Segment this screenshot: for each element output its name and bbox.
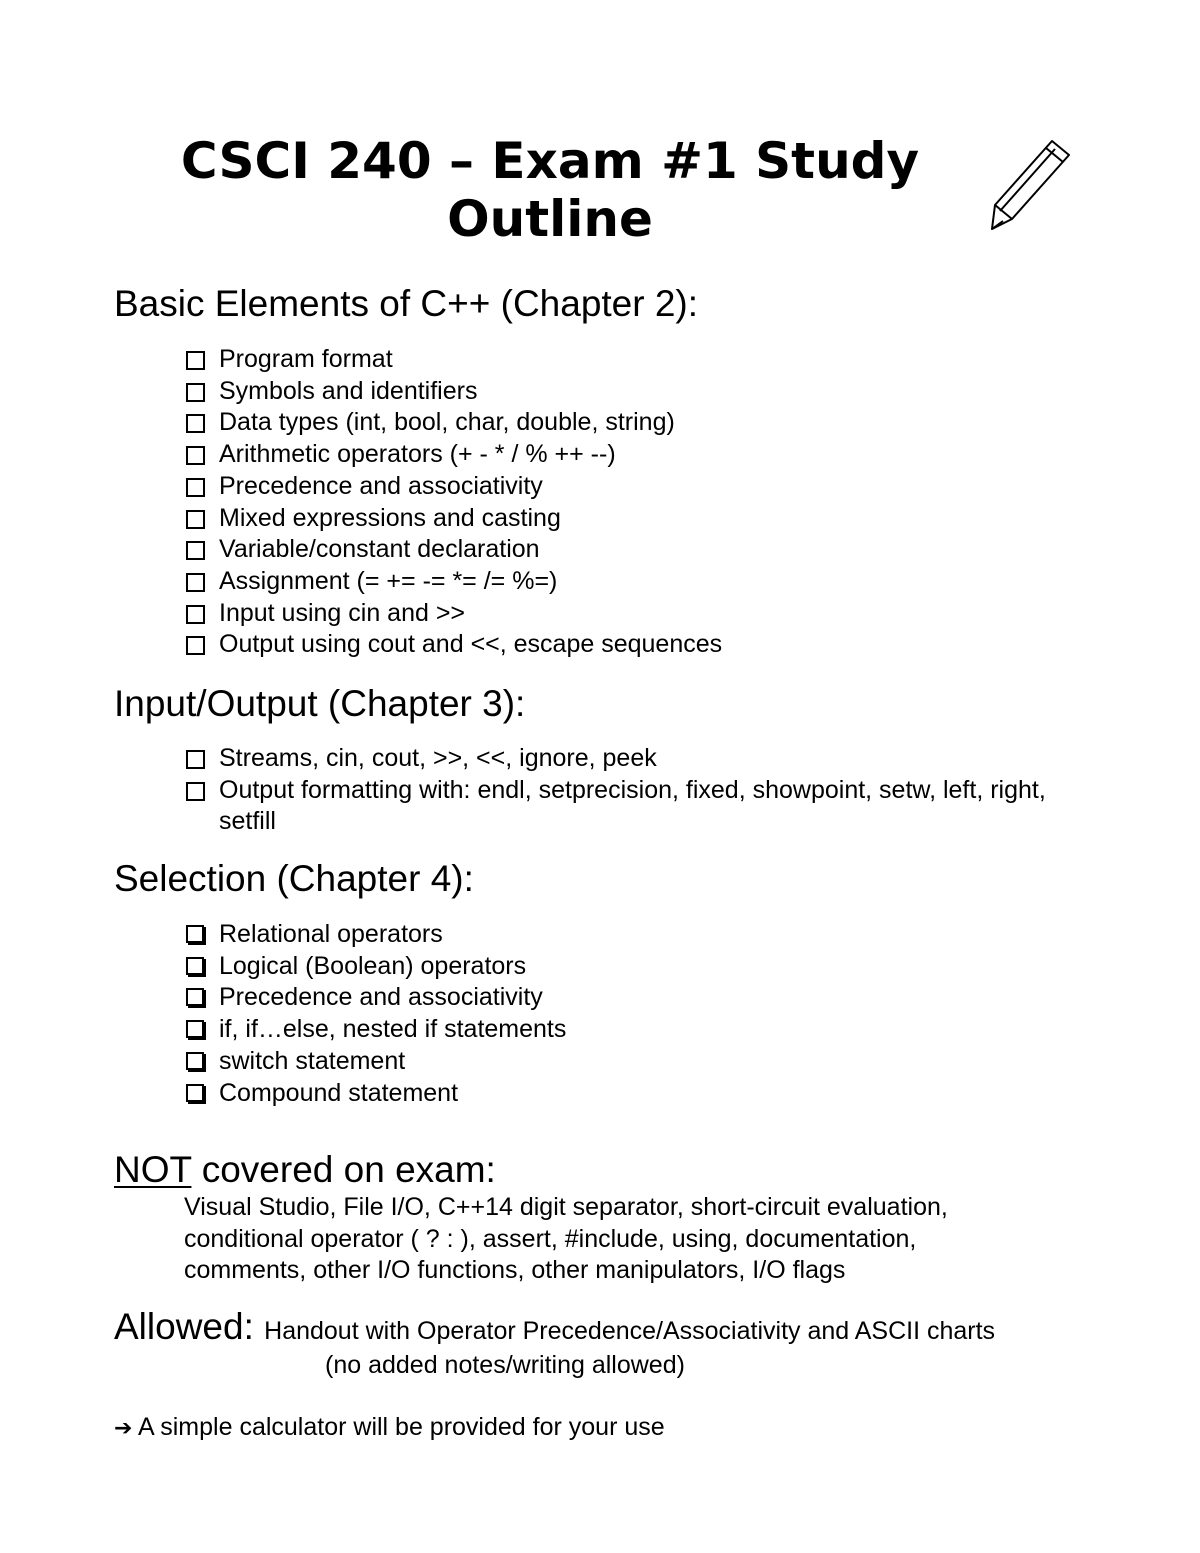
- allowed-heading: Allowed:: [114, 1306, 254, 1347]
- checkbox-icon: [186, 1052, 204, 1070]
- section-heading-basic: Basic Elements of C++ (Chapter 2):: [114, 283, 699, 324]
- checkbox-icon: [186, 750, 205, 769]
- checkbox-icon: [186, 573, 205, 592]
- checklist-item: if, if…else, nested if statements: [186, 1014, 566, 1046]
- not-underlined: NOT: [114, 1149, 192, 1190]
- checklist-item: switch statement: [186, 1046, 566, 1078]
- checkbox-icon: [186, 510, 205, 529]
- checkbox-icon: [186, 383, 205, 402]
- checklist-item: Logical (Boolean) operators: [186, 951, 566, 983]
- checkbox-icon: [186, 351, 205, 370]
- section-heading-not-covered: NOT covered on exam:: [114, 1149, 496, 1190]
- calculator-line: [114, 1412, 665, 1445]
- checklist-selection: [186, 919, 566, 1109]
- checklist-item: Compound statement: [186, 1078, 566, 1110]
- calculator-text: A simple calculator will be provided for your use: [138, 1413, 665, 1441]
- checklist-item: Data types (int, bool, char, double, string): [186, 407, 722, 439]
- allowed-note: (no added notes/writing allowed): [325, 1351, 685, 1379]
- checkbox-icon: [186, 414, 205, 433]
- checklist-item: Symbols and identifiers: [186, 376, 722, 408]
- checkbox-icon: [186, 957, 204, 975]
- checklist-item: Output formatting with: endl, setprecision, fixed, showpoint, setw, left, right, setfill: [186, 775, 1086, 838]
- checklist-item: Streams, cin, cout, >>, <<, ignore, peek: [186, 743, 1086, 775]
- checkbox-icon: [186, 446, 205, 465]
- checkbox-icon: [186, 478, 205, 497]
- arrow-icon: ➔: [114, 1416, 133, 1441]
- checkbox-icon: [186, 605, 205, 624]
- checklist-item: Program format: [186, 344, 722, 376]
- checklist-basic: [186, 344, 722, 661]
- allowed-text: Handout with Operator Precedence/Associativity and ASCII charts: [264, 1317, 996, 1345]
- page-title: CSCI 240 – Exam #1 Study Outline: [180, 132, 920, 248]
- checklist-item: Assignment (= += -= *= /= %=): [186, 566, 722, 598]
- checklist-item: Variable/constant declaration: [186, 534, 722, 566]
- checklist-item: Output using cout and <<, escape sequences: [186, 629, 722, 661]
- checkbox-icon: [186, 988, 204, 1006]
- checkbox-icon: [186, 1020, 204, 1038]
- checklist-item: Relational operators: [186, 919, 566, 951]
- checkbox-icon: [186, 636, 205, 655]
- checklist-item: Input using cin and >>: [186, 598, 722, 630]
- checklist-item: Arithmetic operators (+ - * / % ++ --): [186, 439, 722, 471]
- not-covered-text: Visual Studio, File I/O, C++14 digit separator, short-circuit evaluation, conditional operator ( ? : ), assert, #include, using, documentation, comments, other I/O functions, other manipulators, I/O flags: [184, 1193, 948, 1285]
- section-heading-selection: Selection (Chapter 4):: [114, 858, 474, 899]
- pencil-icon: [985, 133, 1075, 235]
- checkbox-icon: [186, 1084, 204, 1102]
- checklist-io: [186, 743, 1086, 838]
- section-heading-io: Input/Output (Chapter 3):: [114, 683, 526, 724]
- checklist-item: Precedence and associativity: [186, 471, 722, 503]
- allowed-line: [114, 1306, 995, 1352]
- checklist-item: Precedence and associativity: [186, 982, 566, 1014]
- checkbox-icon: [186, 782, 205, 801]
- checkbox-icon: [186, 541, 205, 560]
- checkbox-icon: [186, 925, 204, 943]
- checklist-item: Mixed expressions and casting: [186, 503, 722, 535]
